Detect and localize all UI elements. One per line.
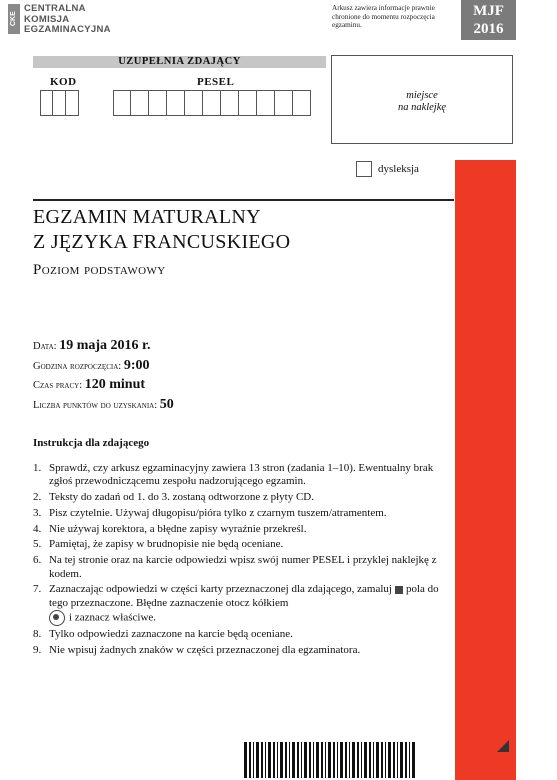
instruction-item	[33, 462, 453, 489]
dyslexia-checkbox[interactable]	[356, 161, 372, 177]
pesel-cell[interactable]	[185, 90, 203, 116]
pesel-cell[interactable]	[293, 90, 311, 116]
start-value: 9:00	[123, 358, 150, 373]
instruction-number: 1.	[33, 462, 42, 474]
cke-logo	[8, 4, 158, 40]
pesel-cell[interactable]	[149, 90, 167, 116]
instruction-item	[33, 583, 453, 626]
instruction-number: 4.	[33, 522, 42, 535]
instruction-item	[33, 523, 453, 536]
instruction-number: 7.	[33, 583, 42, 596]
date-row	[33, 338, 150, 354]
pesel-label: PESEL	[197, 76, 235, 88]
exam-code-box	[461, 0, 516, 40]
pesel-cell[interactable]	[275, 90, 293, 116]
instructions-list	[33, 462, 453, 660]
instruction-text: Zaznaczając odpowiedzi w części karty przeznaczonej dla zdającego, zamaluj	[49, 583, 392, 596]
sticker-area	[331, 55, 513, 144]
duration-value: 120 minut	[84, 377, 146, 392]
instruction-number: 3.	[33, 506, 42, 519]
instruction-number: 6.	[33, 554, 42, 567]
instruction-text: Nie wpisuj żadnych znaków w części przeznaczonej dla egzaminatora.	[49, 644, 361, 657]
kod-cell[interactable]	[40, 90, 53, 116]
logo-text	[24, 4, 111, 36]
sticker-label: na naklejkę	[397, 102, 447, 113]
logo-line: CENTRALNA	[24, 3, 86, 14]
pesel-cell[interactable]	[203, 90, 221, 116]
instruction-number: 9.	[33, 644, 42, 657]
logo-line: EGZAMINACYJNA	[24, 24, 111, 35]
logo-mark: CKE	[8, 4, 20, 34]
exam-subject: Z JĘZYKA FRANCUSKIEGO	[33, 231, 291, 253]
start-label: Godzina rozpoczęcia:	[33, 361, 122, 372]
exam-year: 2016	[473, 21, 504, 37]
confidentiality-notice: Arkusz zawiera informacje prawnie chronione do momentu rozpoczęcia egzaminu.	[332, 4, 435, 29]
pesel-cell[interactable]	[239, 90, 257, 116]
dyslexia-label: dysleksja	[378, 163, 419, 175]
instruction-text: Pamiętaj, że zapisy w brudnopisie nie będą oceniane.	[49, 538, 284, 551]
kod-label: KOD	[50, 76, 77, 88]
instruction-text: i zaznacz właściwe.	[69, 611, 157, 624]
instruction-number: 2.	[33, 491, 42, 504]
sticker-label: miejsce	[406, 90, 438, 101]
student-fill-header: UZUPEŁNIA ZDAJĄCY	[33, 56, 326, 68]
instruction-number: 8.	[33, 628, 42, 641]
kod-cell[interactable]	[53, 90, 66, 116]
side-color-bar	[455, 160, 516, 780]
filled-square-icon	[395, 586, 403, 594]
instruction-item	[33, 507, 453, 520]
instruction-text: Na tej stronie oraz na karcie odpowiedzi wpisz swój numer PESEL i przyklej naklejkę z kodem.	[49, 554, 437, 580]
pesel-field[interactable]	[113, 90, 311, 116]
kod-field[interactable]	[40, 90, 79, 116]
kod-cell[interactable]	[66, 90, 79, 116]
pesel-cell[interactable]	[257, 90, 275, 116]
instruction-text: Nie używaj korektora, a błędne zapisy wyraźnie przekreśl.	[49, 522, 307, 535]
points-row	[33, 397, 174, 413]
instruction-text: pola do tego przeznaczone. Błędne zaznaczenie otocz kółkiem	[49, 583, 439, 609]
instruction-item	[33, 644, 453, 657]
instruction-number: 5.	[33, 538, 42, 551]
instruction-item	[33, 554, 453, 581]
duration-row	[33, 377, 145, 393]
pesel-cell[interactable]	[221, 90, 239, 116]
instruction-text: Teksty do zadań od 1. do 3. zostaną odtworzone z płyty CD.	[49, 491, 315, 504]
duration-label: Czas pracy:	[33, 380, 83, 391]
instructions-title: Instrukcja dla zdającego	[33, 437, 150, 449]
pesel-cell[interactable]	[113, 90, 131, 116]
barcode-icon	[244, 742, 417, 778]
instruction-text: Sprawdź, czy arkusz egzaminacyjny zawiera 13 stron (zadania 1–10). Ewentualny brak zgłoś przewodniczącemu zespołu nadzorującego egzamin.	[49, 462, 434, 488]
exam-title: EGZAMIN MATURALNY	[33, 206, 261, 228]
pesel-cell[interactable]	[131, 90, 149, 116]
points-value: 50	[159, 397, 174, 412]
logo-line: KOMISJA	[24, 13, 70, 25]
instruction-text: Tylko odpowiedzi zaznaczone na karcie będą oceniane.	[49, 628, 293, 641]
instruction-item	[33, 628, 453, 641]
exam-code: MJF	[473, 3, 504, 19]
circled-mark-icon	[49, 610, 65, 626]
instruction-item	[33, 491, 453, 504]
points-label: Liczba punktów do uzyskania:	[33, 400, 158, 411]
instruction-item	[33, 538, 453, 551]
pesel-cell[interactable]	[167, 90, 185, 116]
date-label: Data:	[33, 341, 57, 352]
instruction-text: Pisz czytelnie. Używaj długopisu/pióra tylko z czarnym tuszem/atramentem.	[49, 506, 387, 519]
corner-triangle-icon	[497, 740, 509, 752]
exam-level: Poziom podstawowy	[33, 262, 166, 278]
start-row	[33, 358, 149, 374]
title-rule	[33, 199, 454, 201]
date-value: 19 maja 2016 r.	[59, 338, 151, 353]
